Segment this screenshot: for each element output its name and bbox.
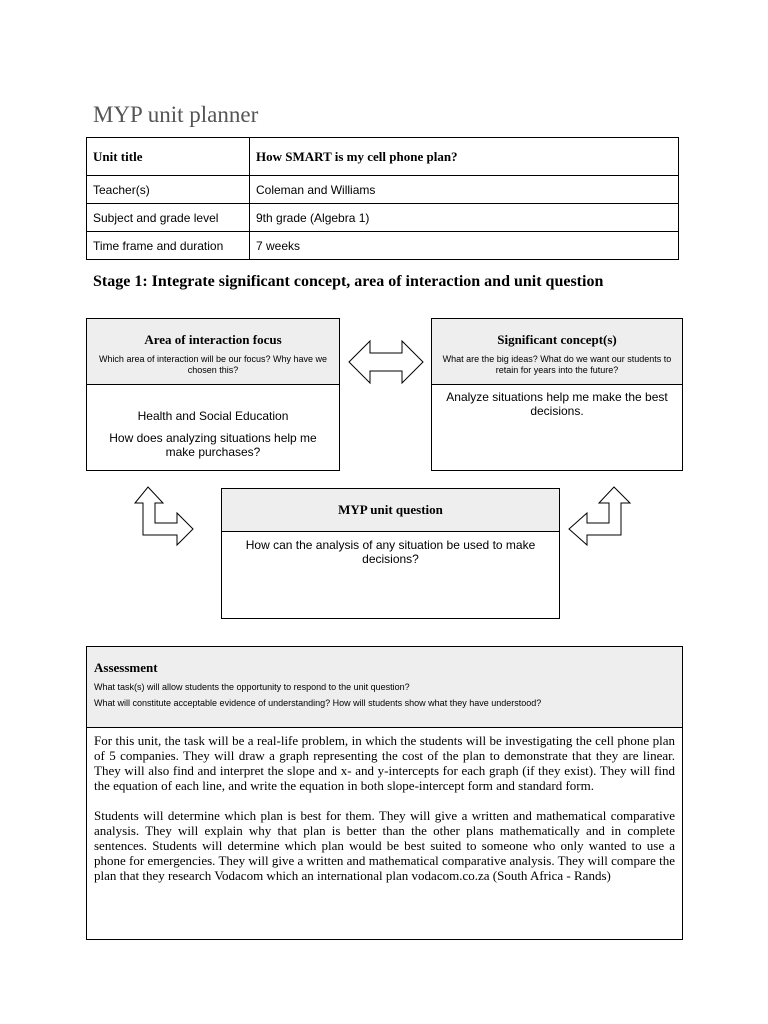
significant-concept-title: Significant concept(s) (497, 332, 617, 347)
assessment-header (87, 647, 682, 728)
assessment-box (86, 646, 683, 940)
subject-grade-value: 9th grade (Algebra 1) (250, 204, 679, 232)
significant-concept-box (431, 318, 683, 471)
assessment-body (87, 728, 682, 883)
unit-title-label: Unit title (87, 138, 250, 176)
unit-question-title: MYP unit question (338, 502, 443, 517)
area-of-interaction-question: How does analyzing situations help me make purchases? (109, 431, 317, 459)
timeframe-label: Time frame and duration (87, 232, 250, 260)
unit-question-header (222, 489, 559, 532)
unit-title-value: How SMART is my cell phone plan? (250, 138, 679, 176)
unit-info-table (86, 137, 679, 260)
stage1-heading: Stage 1: Integrate significant concept, area of interaction and unit question (93, 273, 604, 290)
timeframe-value: 7 weeks (250, 232, 679, 260)
teacher-label: Teacher(s) (87, 176, 250, 204)
table-row (87, 204, 679, 232)
significant-concept-body: Analyze situations help me make the best decisions. (446, 390, 668, 418)
assessment-paragraph-2: Students will determine which plan is best for them. They will give a written and mathematical comparative analysis. They will explain why that plan is better than the other plans mathematically and in complete sentences. Students will determine which plan would be best suited to someone who only wanted to use a phone for emergencies. They will give a written and mathematical comparative analysis. They will compare the plan that they research Vodacom which an international plan vodacom.co.za (South Africa - Rands) (94, 808, 675, 883)
bent-arrow-right-icon (568, 486, 632, 548)
area-of-interaction-focus: Health and Social Education (137, 409, 289, 423)
subject-grade-label: Subject and grade level (87, 204, 250, 232)
area-of-interaction-header (87, 319, 339, 385)
assessment-question-2: What will constitute acceptable evidence of understanding? How will students show what they have understood? (94, 698, 542, 708)
area-of-interaction-box (86, 318, 340, 471)
table-row (87, 138, 679, 176)
assessment-paragraph-1: For this unit, the task will be a real-life problem, in which the students will be investigating the cell phone plan of 5 companies. They will draw a graph representing the cost of the plan to demonstrate that they are linear. They will also find and interpret the slope and x- and y-intercepts for each graph (if they exist). They will find the equation of each line, and write the equation in both slope-intercept form and standard form. (94, 733, 675, 793)
unit-question-body: How can the analysis of any situation be used to make decisions? (245, 538, 536, 566)
assessment-question-1: What task(s) will allow students the opportunity to respond to the unit question? (94, 682, 410, 692)
unit-question-box (221, 488, 560, 619)
area-of-interaction-title: Area of interaction focus (144, 332, 282, 347)
bent-arrow-left-icon (132, 486, 194, 548)
table-row (87, 176, 679, 204)
teacher-value: Coleman and Williams (250, 176, 679, 204)
assessment-title: Assessment (94, 660, 158, 675)
page-title: MYP unit planner (93, 102, 259, 127)
area-of-interaction-body (87, 385, 339, 459)
significant-concept-header (432, 319, 682, 385)
table-row (87, 232, 679, 260)
area-of-interaction-subtitle: Which area of interaction will be our focus? Why have we chosen this? (98, 354, 328, 375)
significant-concept-subtitle: What are the big ideas? What do we want our students to retain for years into the future? (442, 354, 672, 375)
double-arrow-icon (348, 340, 424, 384)
